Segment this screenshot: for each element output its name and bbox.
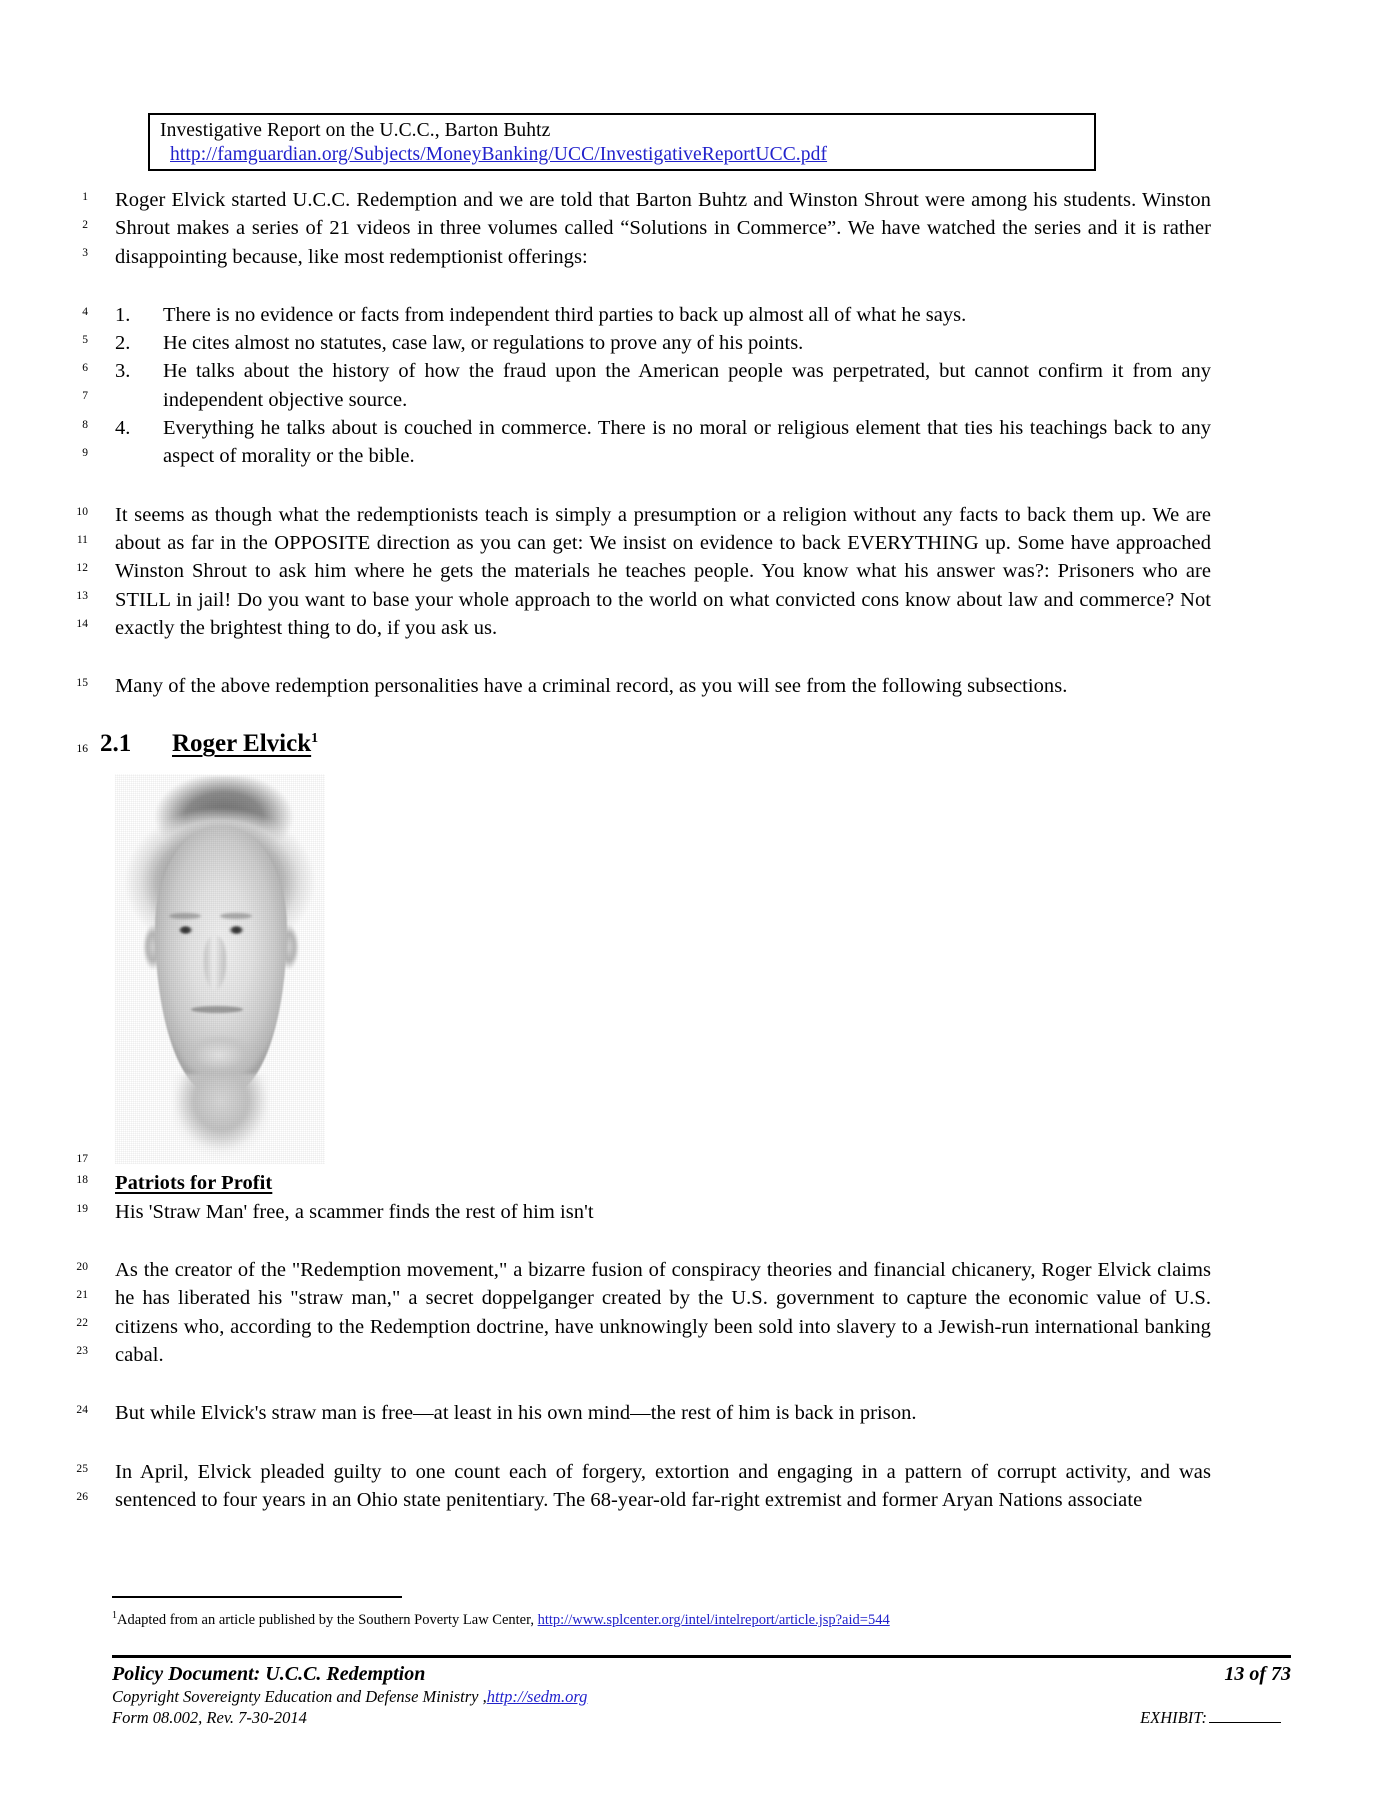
line-number: 13 (76, 589, 88, 602)
list-item-text: Everything he talks about is couched in commerce. There is no moral or religious element that ties his teachings back to any aspect of morality or the bible. (163, 417, 1211, 468)
footnote-area (0, 1596, 1391, 1629)
line-number: 8 (82, 419, 88, 432)
line-number: 19 (76, 1202, 88, 1215)
section-heading-2-1 (0, 730, 1391, 758)
section-number: 2.1 (100, 730, 132, 758)
footer-page-number: 13 of 73 (1224, 1663, 1291, 1685)
paragraph-april-sentencing (0, 1458, 1391, 1515)
line-number: 17 (76, 1152, 88, 1165)
line-number: 5 (82, 334, 88, 347)
paragraph-text: But while Elvick's straw man is free—at least in his own mind—the rest of him is back in prison. (115, 1402, 917, 1425)
source-reference-box (148, 113, 1096, 171)
footer-exhibit-blank[interactable] (1209, 1722, 1281, 1723)
spacer (0, 1428, 1391, 1458)
source-title: Investigative Report on the U.C.C., Barton Buhtz (160, 120, 551, 141)
roger-elvick-photo (115, 774, 325, 1164)
line-number: 15 (76, 677, 88, 690)
list-item-text: He cites almost no statutes, case law, or regulations to prove any of his points. (163, 332, 804, 355)
list-marker: 2. (115, 332, 131, 355)
source-url-link[interactable]: http://famguardian.org/Subjects/MoneyBanking/UCC/InvestigativeReportUCC.pdf (170, 143, 828, 165)
list-marker: 4. (115, 417, 131, 440)
footer-form-revision: Form 08.002, Rev. 7-30-2014 (112, 1708, 307, 1727)
line-number: 11 (76, 533, 88, 546)
tagline-text: His 'Straw Man' free, a scammer finds the rest of him isn't (115, 1200, 594, 1223)
footer-form-row (112, 1707, 1291, 1728)
subheading-patriots-for-profit-row (0, 1169, 1391, 1197)
line-number: 18 (76, 1174, 88, 1187)
list-item (82, 301, 1211, 329)
line-number: 6 (82, 362, 88, 375)
paragraph-criminal-record (0, 672, 1391, 700)
section-title (172, 730, 318, 757)
footnote-1 (112, 1607, 1391, 1629)
line-number: 25 (76, 1462, 88, 1475)
line-number: 23 (76, 1345, 88, 1358)
numbered-list (0, 301, 1391, 471)
line-number: 14 (76, 617, 88, 630)
line-number: 7 (82, 390, 88, 403)
paragraph-text: Roger Elvick started U.C.C. Redemption and we are told that Barton Buhtz and Winston Shrout were among his students. Winston Shrout makes a series of 21 videos in three volumes called “Solutions in Commerce”. We have watched the series and it is rather disappointing because, like most redemptionist offerings: (115, 189, 1211, 268)
line-number: 22 (76, 1317, 88, 1330)
footer-exhibit-label: EXHIBIT: (1140, 1708, 1207, 1727)
line-number: 21 (76, 1289, 88, 1302)
line-number: 2 (82, 219, 88, 231)
line-number: 3 (82, 247, 88, 259)
footer-copyright-row (112, 1686, 1291, 1707)
footnote-url-link[interactable]: http://www.splcenter.org/intel/intelreport/article.jsp?aid=544 (537, 1611, 890, 1628)
line-number: 26 (76, 1490, 88, 1503)
footer-content (112, 1658, 1291, 1728)
list-item-text: There is no evidence or facts from independent third parties to back up almost all of what he says. (163, 303, 967, 326)
paragraph-text: In April, Elvick pleaded guilty to one count each of forgery, extortion and engaging in a pattern of corrupt activity, and was sentenced to four years in an Ohio state penitentiary. The 68-year-old far-right extremist and former Aryan Nations associate (115, 1460, 1211, 1511)
page-footer (0, 1655, 1391, 1728)
line-number: 24 (76, 1404, 88, 1417)
line-number: 12 (76, 561, 88, 574)
spacer (0, 1226, 1391, 1256)
spacer (0, 271, 1391, 301)
list-item (82, 414, 1211, 471)
portrait-container (0, 774, 1391, 1169)
list-marker: 3. (115, 360, 131, 383)
spacer (0, 642, 1391, 672)
line-number: 16 (76, 743, 88, 756)
paragraph-intro (0, 186, 1391, 271)
list-item (82, 329, 1211, 357)
line-number: 1 (82, 191, 88, 203)
paragraph-text: Many of the above redemption personalities have a criminal record, as you will see from the following subsections. (115, 675, 1068, 698)
photo-neck (173, 1074, 269, 1164)
spacer (0, 1369, 1391, 1399)
document-body (0, 186, 1391, 1514)
subheading-tagline-row (0, 1198, 1391, 1226)
section-title-text: Roger Elvick (172, 730, 312, 758)
paragraph-presumption (0, 501, 1391, 642)
spacer (0, 471, 1391, 501)
line-number: 10 (76, 505, 88, 518)
list-item (82, 357, 1211, 414)
paragraph-text: It seems as though what the redemptionists teach is simply a presumption or a religion without any facts to back them up. We are about as far in the OPPOSITE direction as you can get: We insist on evidence to back EVERYTHING up. Some have approached Winston Shrout to ask him where he gets the materials he teaches people. You know what his answer was?: Prisoners who are STILL in jail! Do you want to base your whole approach to the world on what convicted cons know about law and commerce? Not exactly the brightest thing to do, if you ask us. (115, 503, 1211, 639)
footer-copyright-text: Copyright Sovereignty Education and Defense Ministry , (112, 1687, 487, 1706)
footnote-marker: 1 (112, 1610, 117, 1621)
footer-exhibit-field[interactable] (1140, 1707, 1281, 1728)
list-item-text: He talks about the history of how the fraud upon the American people was perpetrated, but cannot confirm it from any independent objective source. (163, 360, 1211, 411)
paragraph-text: As the creator of the "Redemption movement," a bizarre fusion of conspiracy theories and financial chicanery, Roger Elvick claims he has liberated his "straw man," a secret doppelganger created by the U.S. government to capture the economic value of U.S. citizens who, according to the Redemption doctrine, have unknowingly been sold into slavery to a Jewish-run international banking cabal. (115, 1259, 1211, 1366)
line-number: 4 (82, 305, 88, 318)
list-marker: 1. (115, 303, 131, 326)
line-number: 9 (82, 447, 88, 460)
footnote-reference[interactable]: 1 (311, 731, 319, 747)
subheading-text: Patriots for Profit (115, 1172, 273, 1195)
footnote-body: Adapted from an article published by the Southern Poverty Law Center, (117, 1611, 538, 1628)
line-number: 20 (76, 1261, 88, 1274)
paragraph-straw-man (0, 1399, 1391, 1427)
paragraph-redemption-movement (0, 1256, 1391, 1369)
footnote-separator (112, 1596, 402, 1598)
footer-document-title: Policy Document: U.C.C. Redemption (112, 1663, 426, 1685)
footer-sedm-url-link[interactable]: http://sedm.org (486, 1687, 588, 1706)
footer-title-row (112, 1663, 1291, 1686)
